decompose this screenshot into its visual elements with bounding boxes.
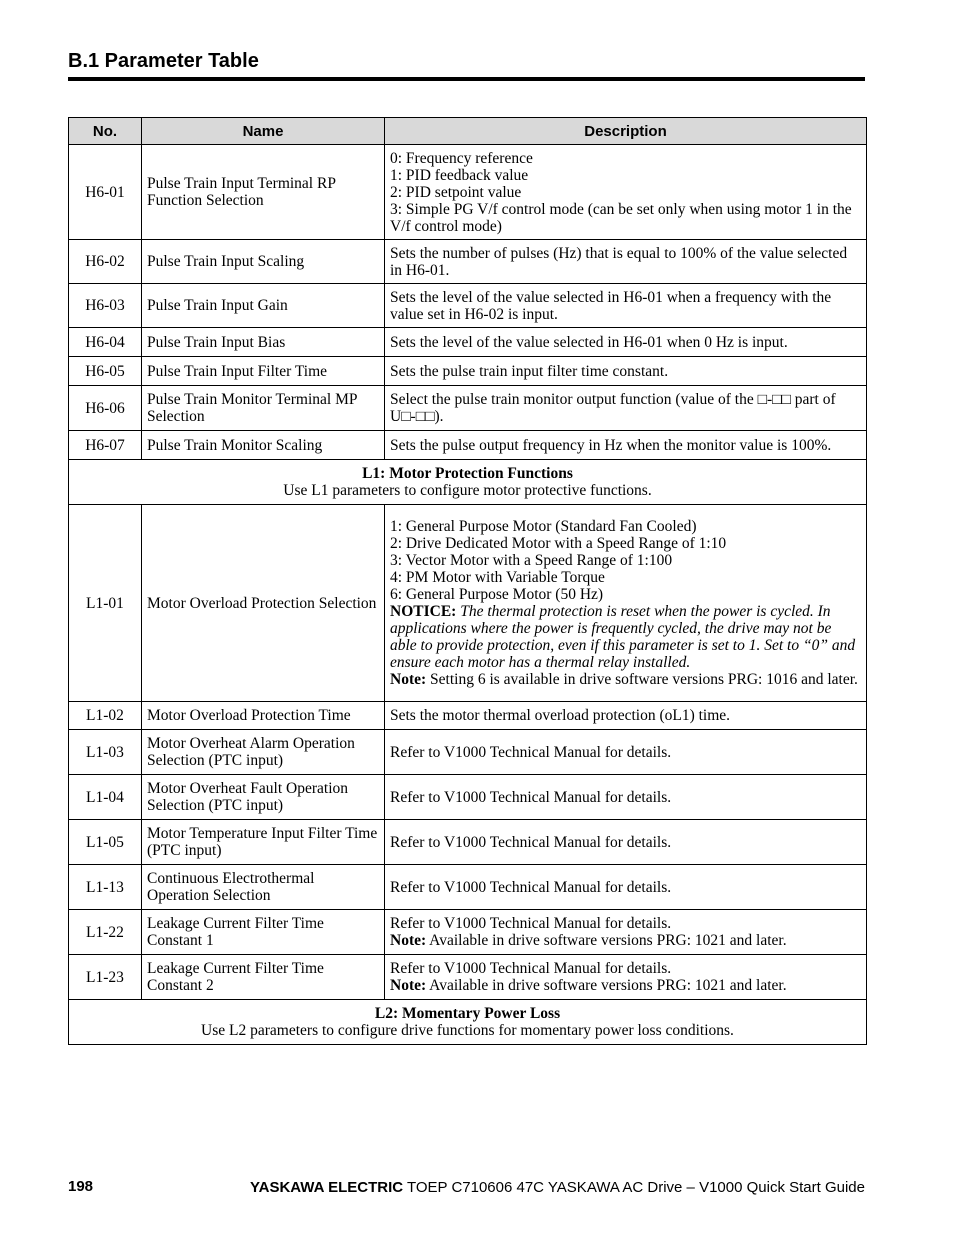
param-name: Motor Overheat Fault Operation Selection (PTC input) (142, 775, 385, 820)
param-number: H6-02 (69, 240, 142, 284)
section-header-l2 (69, 1000, 867, 1045)
table-row (69, 357, 867, 386)
param-number: H6-05 (69, 357, 142, 386)
section-subtitle: Use L2 parameters to configure drive functions for momentary power loss conditions. (201, 1022, 734, 1039)
section-title: L2: Momentary Power Loss (374, 1005, 561, 1022)
param-name: Pulse Train Monitor Scaling (142, 431, 385, 460)
section-row (69, 1000, 867, 1045)
note-block (390, 671, 861, 688)
option-line: 2: PID setpoint value (390, 183, 522, 201)
param-number: L1-02 (69, 702, 142, 730)
param-number: H6-01 (69, 145, 142, 240)
param-number: L1-05 (69, 820, 142, 865)
param-number: H6-04 (69, 328, 142, 357)
param-number: L1-22 (69, 910, 142, 955)
param-description: Sets the number of pulses (Hz) that is equal to 100% of the value selected in H6-01. (385, 240, 867, 284)
notice-block (390, 603, 861, 671)
param-description: Refer to V1000 Technical Manual for details. (385, 865, 867, 910)
footer-doc: TOEP C710606 47C YASKAWA AC Drive – V1000 Quick Start Guide (403, 1179, 865, 1196)
param-name: Motor Temperature Input Filter Time (PTC input) (142, 820, 385, 865)
table-row (69, 240, 867, 284)
section-row (69, 460, 867, 505)
param-name: Pulse Train Monitor Terminal MP Selection (142, 386, 385, 431)
param-name: Pulse Train Input Filter Time (142, 357, 385, 386)
param-description: Sets the level of the value selected in H6-01 when a frequency with the value set in H6-02 is input. (385, 284, 867, 328)
table-row (69, 730, 867, 775)
option-line: 6: General Purpose Motor (50 Hz) (390, 586, 604, 603)
param-number: L1-23 (69, 955, 142, 1000)
page-title: B.1 Parameter Table (68, 50, 259, 72)
description-line: Refer to V1000 Technical Manual for details. (390, 960, 672, 977)
note-label: Note: (390, 932, 427, 949)
param-name: Leakage Current Filter Time Constant 1 (142, 910, 385, 955)
notice-text: The thermal protection is reset when the power is cycled. In applications where the power is frequently cycled, the drive may not be able to provide protection, even if this parameter is set to 1. Set to “0” and ensure each motor has a thermal relay installed. (390, 603, 856, 671)
param-number: H6-06 (69, 386, 142, 431)
param-number: L1-13 (69, 865, 142, 910)
table-row (69, 145, 867, 240)
table-row (69, 865, 867, 910)
footer-document-title (250, 1179, 865, 1196)
param-number: H6-03 (69, 284, 142, 328)
table-row (69, 702, 867, 730)
section-title: L1: Motor Protection Functions (362, 465, 573, 482)
column-header-description: Description (385, 118, 867, 145)
param-name: Motor Overheat Alarm Operation Selection (PTC input) (142, 730, 385, 775)
param-name: Motor Overload Protection Time (142, 702, 385, 730)
param-name: Pulse Train Input Scaling (142, 240, 385, 284)
table-row (69, 775, 867, 820)
param-description: Sets the motor thermal overload protection (oL1) time. (385, 702, 867, 730)
note-text: Setting 6 is available in drive software versions PRG: 1016 and later. (426, 671, 858, 688)
option-line: 0: Frequency reference (390, 149, 533, 167)
note-label: Note: (390, 671, 427, 688)
table-row (69, 431, 867, 460)
param-description: Refer to V1000 Technical Manual for details. (385, 775, 867, 820)
param-number: L1-03 (69, 730, 142, 775)
param-name: Leakage Current Filter Time Constant 2 (142, 955, 385, 1000)
notice-label: NOTICE: (390, 603, 457, 620)
note-block (390, 977, 861, 994)
table-row (69, 955, 867, 1000)
param-description: Sets the pulse output frequency in Hz when the monitor value is 100%. (385, 431, 867, 460)
param-description: Refer to V1000 Technical Manual for details. (385, 730, 867, 775)
param-description (385, 955, 867, 1000)
description-line: Refer to V1000 Technical Manual for details. (390, 915, 672, 932)
option-line: 2: Drive Dedicated Motor with a Speed Range of 1:10 (390, 535, 727, 552)
footer-brand: YASKAWA ELECTRIC (250, 1179, 404, 1196)
param-number: L1-01 (69, 505, 142, 702)
table-row (69, 284, 867, 328)
param-description (385, 505, 867, 702)
param-name: Motor Overload Protection Selection (142, 505, 385, 702)
column-header-no: No. (69, 118, 142, 145)
param-number: L1-04 (69, 775, 142, 820)
note-block (390, 932, 861, 949)
note-text: Available in drive software versions PRG: 1021 and later. (426, 932, 787, 949)
heading-divider (68, 77, 865, 81)
param-description: Refer to V1000 Technical Manual for details. (385, 820, 867, 865)
param-name: Pulse Train Input Gain (142, 284, 385, 328)
param-name: Pulse Train Input Bias (142, 328, 385, 357)
param-description (385, 145, 867, 240)
param-description: Select the pulse train monitor output function (value of the □-□□ part of U□-□□). (385, 386, 867, 431)
parameter-table (68, 117, 867, 1045)
option-line: 3: Simple PG V/f control mode (can be set only when using motor 1 in the V/f control mode) (390, 200, 852, 235)
option-line: 3: Vector Motor with a Speed Range of 1:100 (390, 552, 673, 569)
note-label: Note: (390, 977, 427, 994)
param-description: Sets the level of the value selected in H6-01 when 0 Hz is input. (385, 328, 867, 357)
page-number: 198 (68, 1178, 94, 1195)
table-row (69, 328, 867, 357)
param-description: Sets the pulse train input filter time constant. (385, 357, 867, 386)
param-description (385, 910, 867, 955)
table-row (69, 910, 867, 955)
param-name: Continuous Electrothermal Operation Selection (142, 865, 385, 910)
param-name: Pulse Train Input Terminal RP Function Selection (142, 145, 385, 240)
table-row (69, 505, 867, 702)
table-header-row (69, 118, 867, 145)
option-line: 1: General Purpose Motor (Standard Fan Cooled) (390, 518, 697, 535)
section-header-l1 (69, 460, 867, 505)
table-row (69, 386, 867, 431)
note-text: Available in drive software versions PRG: 1021 and later. (426, 977, 787, 994)
param-number: H6-07 (69, 431, 142, 460)
section-subtitle: Use L1 parameters to configure motor protective functions. (283, 482, 652, 499)
table-row (69, 820, 867, 865)
option-line: 4: PM Motor with Variable Torque (390, 569, 605, 586)
column-header-name: Name (142, 118, 385, 145)
option-line: 1: PID feedback value (390, 166, 529, 184)
